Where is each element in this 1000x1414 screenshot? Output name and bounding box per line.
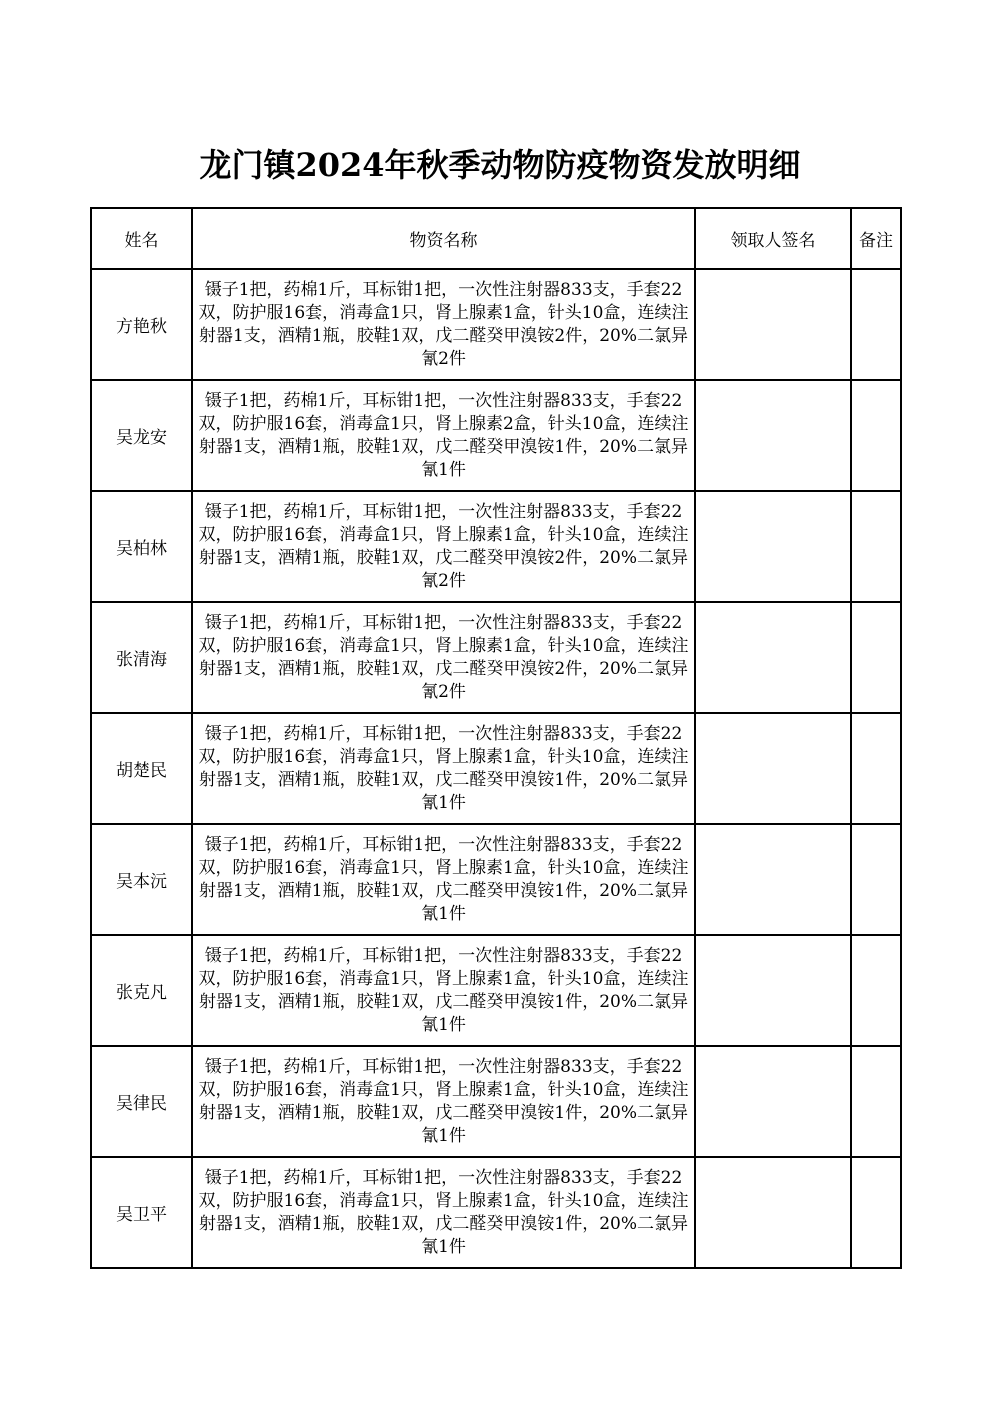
header-signature: 领取人签名 <box>695 208 851 269</box>
recipient-name: 吴龙安 <box>91 380 192 491</box>
supplies-list: 镊子1把，药棉1斤，耳标钳1把，一次性注射器833支，手套22双，防护服16套，消毒盒1只，肾上腺素1盒，针头10盒，连续注射器1支，酒精1瓶，胶鞋1双，戊二醛癸甲溴铵1件，20%二氯异氰1件 <box>192 824 695 935</box>
page-title: 龙门镇2024年秋季动物防疫物资发放明细 <box>199 146 801 184</box>
distribution-table <box>90 207 902 1269</box>
table-row <box>91 713 901 824</box>
signature-cell[interactable] <box>695 1157 851 1268</box>
remarks-cell[interactable] <box>851 269 901 380</box>
recipient-name: 吴卫平 <box>91 1157 192 1268</box>
supplies-list: 镊子1把，药棉1斤，耳标钳1把，一次性注射器833支，手套22双，防护服16套，消毒盒1只，肾上腺素1盒，针头10盒，连续注射器1支，酒精1瓶，胶鞋1双，戊二醛癸甲溴铵1件，20%二氯异氰1件 <box>192 1046 695 1157</box>
remarks-cell[interactable] <box>851 824 901 935</box>
signature-cell[interactable] <box>695 602 851 713</box>
recipient-name: 张清海 <box>91 602 192 713</box>
remarks-cell[interactable] <box>851 713 901 824</box>
signature-cell[interactable] <box>695 935 851 1046</box>
supplies-list: 镊子1把，药棉1斤，耳标钳1把，一次性注射器833支，手套22双，防护服16套，消毒盒1只，肾上腺素1盒，针头10盒，连续注射器1支，酒精1瓶，胶鞋1双，戊二醛癸甲溴铵1件，20%二氯异氰1件 <box>192 1157 695 1268</box>
recipient-name: 方艳秋 <box>91 269 192 380</box>
recipient-name: 张克凡 <box>91 935 192 1046</box>
recipient-name: 吴律民 <box>91 1046 192 1157</box>
recipient-name: 吴本沅 <box>91 824 192 935</box>
table-row <box>91 1157 901 1268</box>
header-name: 姓名 <box>91 208 192 269</box>
signature-cell[interactable] <box>695 380 851 491</box>
signature-cell[interactable] <box>695 1046 851 1157</box>
table-row <box>91 380 901 491</box>
table-row <box>91 1046 901 1157</box>
signature-cell[interactable] <box>695 269 851 380</box>
recipient-name: 胡楚民 <box>91 713 192 824</box>
supplies-list: 镊子1把，药棉1斤，耳标钳1把，一次性注射器833支，手套22双，防护服16套，消毒盒1只，肾上腺素1盒，针头10盒，连续注射器1支，酒精1瓶，胶鞋1双，戊二醛癸甲溴铵2件，20%二氯异氰2件 <box>192 491 695 602</box>
table-body <box>91 269 901 1268</box>
recipient-name: 吴柏林 <box>91 491 192 602</box>
table-header-row <box>91 208 901 269</box>
remarks-cell[interactable] <box>851 602 901 713</box>
signature-cell[interactable] <box>695 824 851 935</box>
table-row <box>91 824 901 935</box>
header-items: 物资名称 <box>192 208 695 269</box>
remarks-cell[interactable] <box>851 1046 901 1157</box>
remarks-cell[interactable] <box>851 1157 901 1268</box>
signature-cell[interactable] <box>695 713 851 824</box>
remarks-cell[interactable] <box>851 935 901 1046</box>
signature-cell[interactable] <box>695 491 851 602</box>
header-remarks: 备注 <box>851 208 901 269</box>
table-row <box>91 491 901 602</box>
supplies-list: 镊子1把，药棉1斤，耳标钳1把，一次性注射器833支，手套22双，防护服16套，消毒盒1只，肾上腺素2盒，针头10盒，连续注射器1支，酒精1瓶，胶鞋1双，戊二醛癸甲溴铵1件，20%二氯异氰1件 <box>192 380 695 491</box>
remarks-cell[interactable] <box>851 491 901 602</box>
supplies-list: 镊子1把，药棉1斤，耳标钳1把，一次性注射器833支，手套22双，防护服16套，消毒盒1只，肾上腺素1盒，针头10盒，连续注射器1支，酒精1瓶，胶鞋1双，戊二醛癸甲溴铵1件，20%二氯异氰1件 <box>192 713 695 824</box>
table-row <box>91 935 901 1046</box>
table-row <box>91 269 901 380</box>
supplies-list: 镊子1把，药棉1斤，耳标钳1把，一次性注射器833支，手套22双，防护服16套，消毒盒1只，肾上腺素1盒，针头10盒，连续注射器1支，酒精1瓶，胶鞋1双，戊二醛癸甲溴铵2件，20%二氯异氰2件 <box>192 602 695 713</box>
table-row <box>91 602 901 713</box>
supplies-list: 镊子1把，药棉1斤，耳标钳1把，一次性注射器833支，手套22双，防护服16套，消毒盒1只，肾上腺素1盒，针头10盒，连续注射器1支，酒精1瓶，胶鞋1双，戊二醛癸甲溴铵1件，20%二氯异氰1件 <box>192 935 695 1046</box>
supplies-list: 镊子1把，药棉1斤，耳标钳1把，一次性注射器833支，手套22双，防护服16套，消毒盒1只，肾上腺素1盒，针头10盒，连续注射器1支，酒精1瓶，胶鞋1双，戊二醛癸甲溴铵2件，20%二氯异氰2件 <box>192 269 695 380</box>
remarks-cell[interactable] <box>851 380 901 491</box>
